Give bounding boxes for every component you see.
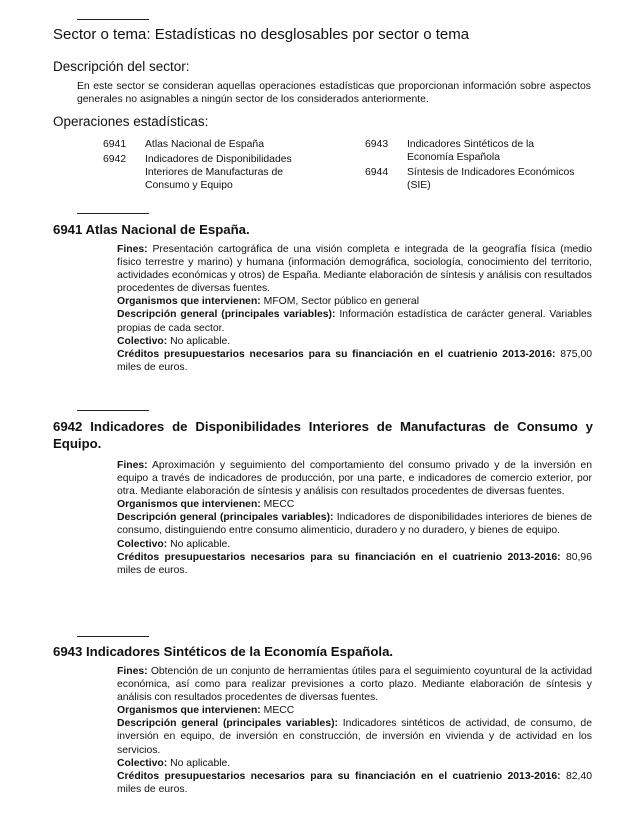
operacion-code: 6942 [103, 154, 127, 165]
fines-label: Fines: [117, 244, 148, 255]
operacion-name: Síntesis de Indicadores Económicos (SIE) [407, 167, 575, 191]
operacion-code: 6941 [103, 139, 127, 150]
organismos-label: Organismos que intervienen: [117, 296, 261, 308]
organismos-label: Organismos que intervienen: [117, 499, 261, 511]
section-body [117, 665, 592, 796]
operacion-item [365, 138, 595, 164]
operacion-code: 6944 [365, 167, 389, 178]
section-rule [77, 213, 149, 214]
creditos-text: 82,40 miles de euros. [117, 770, 592, 795]
colectivo-text: No aplicable. [170, 538, 231, 550]
operacion-name: Atlas Nacional de España [145, 139, 264, 150]
fines-label: Fines: [117, 460, 148, 471]
operaciones-list-right [365, 138, 595, 194]
colectivo-label: Colectivo: [117, 538, 168, 550]
organismos-text: MECC [263, 705, 295, 717]
organismos-text: MECC [263, 499, 295, 511]
descripcion-label: Descripción general (principales variables): [117, 309, 336, 321]
organismos-text: MFOM, Sector público en general [263, 296, 420, 308]
section-rule [77, 410, 149, 411]
section-title: 6941 Atlas Nacional de España. [53, 222, 250, 237]
section-body [117, 243, 592, 374]
operacion-item [103, 138, 313, 151]
colectivo-label: Colectivo: [117, 757, 168, 769]
section-title: 6942 Indicadores de Disponibilidades Interiores de Manufacturas de Consumo y Equipo. [53, 419, 593, 451]
creditos-label: Créditos presupuestarios necesarios para su financiación en el cuatrienio 2013-2016: [117, 348, 556, 360]
fines-text: Presentación cartográfica de una visión completa e integrada de la geografía física (medio físico terrestre y marino) y humana (información demográfica, sociología, conocimiento del territorio, actividades económicas y otros) de España. Mediante elaboración de síntesis y análisis con resultados procedentes de diversas fuentes. [117, 244, 592, 295]
section-title: 6943 Indicadores Sintéticos de la Economía Española. [53, 644, 394, 659]
descripcion-text: En este sector se consideran aquellas operaciones estadísticas que proporcionan información sobre aspectos generales no asignables a ningún sector de los considerados anteriormente. [77, 81, 591, 106]
operacion-item [103, 153, 313, 192]
colectivo-text: No aplicable. [170, 757, 231, 769]
descripcion-label: Descripción general (principales variables): [117, 718, 339, 730]
operacion-name: Indicadores Sintéticos de la Economía Española [407, 139, 535, 163]
operaciones-heading: Operaciones estadísticas: [53, 114, 209, 129]
operacion-item [365, 166, 595, 192]
section-rule [77, 636, 149, 637]
descripcion-text: Indicadores de disponibilidades interiores de bienes de consumo, distinguiendo entre consumo alimenticio, duradero y no duradero, y bienes de equipo. [117, 512, 593, 537]
operacion-code: 6943 [365, 139, 389, 150]
creditos-label: Créditos presupuestarios necesarios para su financiación en el cuatrienio 2013-2016: [117, 770, 561, 782]
fines-text: Aproximación y seguimiento del comportamiento del consumo privado y de la inversión en equipo a través de indicadores de producción, por una parte, e indicadores de comercio exterior, por otra. Mediante elaboración de síntesis y análisis con resultados procedentes de diversas fuentes. [117, 460, 592, 498]
colectivo-text: No aplicable. [170, 335, 231, 347]
creditos-label: Créditos presupuestarios necesarios para su financiación en el cuatrienio 2013-2016: [117, 551, 561, 563]
descripcion-text: Indicadores sintéticos de actividad, de consumo, de inversión en equipo, de inversión en construcción, de inversión en vivienda y de actividad en los servicios. [117, 718, 592, 756]
descripcion-text: Información estadística de carácter general. Variables propias de cada sector. [117, 309, 592, 334]
operacion-name: Indicadores de Disponibilidades Interiores de Manufacturas de Consumo y Equipo [145, 154, 292, 191]
section-body [117, 459, 592, 577]
creditos-text: 80,96 miles de euros. [117, 551, 592, 576]
fines-text: Obtención de un conjunto de herramientas útiles para el seguimiento coyuntural de la actividad económica, así como para realizar previsiones a corto plazo. Mediante elaboración de síntesis y análisis con resultados procedentes de diversas fuentes. [117, 666, 592, 704]
colectivo-label: Colectivo: [117, 335, 168, 347]
descripcion-label: Descripción general (principales variables): [117, 512, 334, 524]
fines-label: Fines: [117, 666, 148, 677]
descripcion-heading: Descripción del sector: [53, 59, 190, 74]
organismos-label: Organismos que intervienen: [117, 705, 261, 717]
operaciones-list-left [103, 138, 313, 194]
page-title: Sector o tema: Estadísticas no desglosables por sector o tema [53, 26, 470, 43]
creditos-text: 875,00 miles de euros. [117, 348, 592, 373]
top-rule [77, 19, 149, 20]
